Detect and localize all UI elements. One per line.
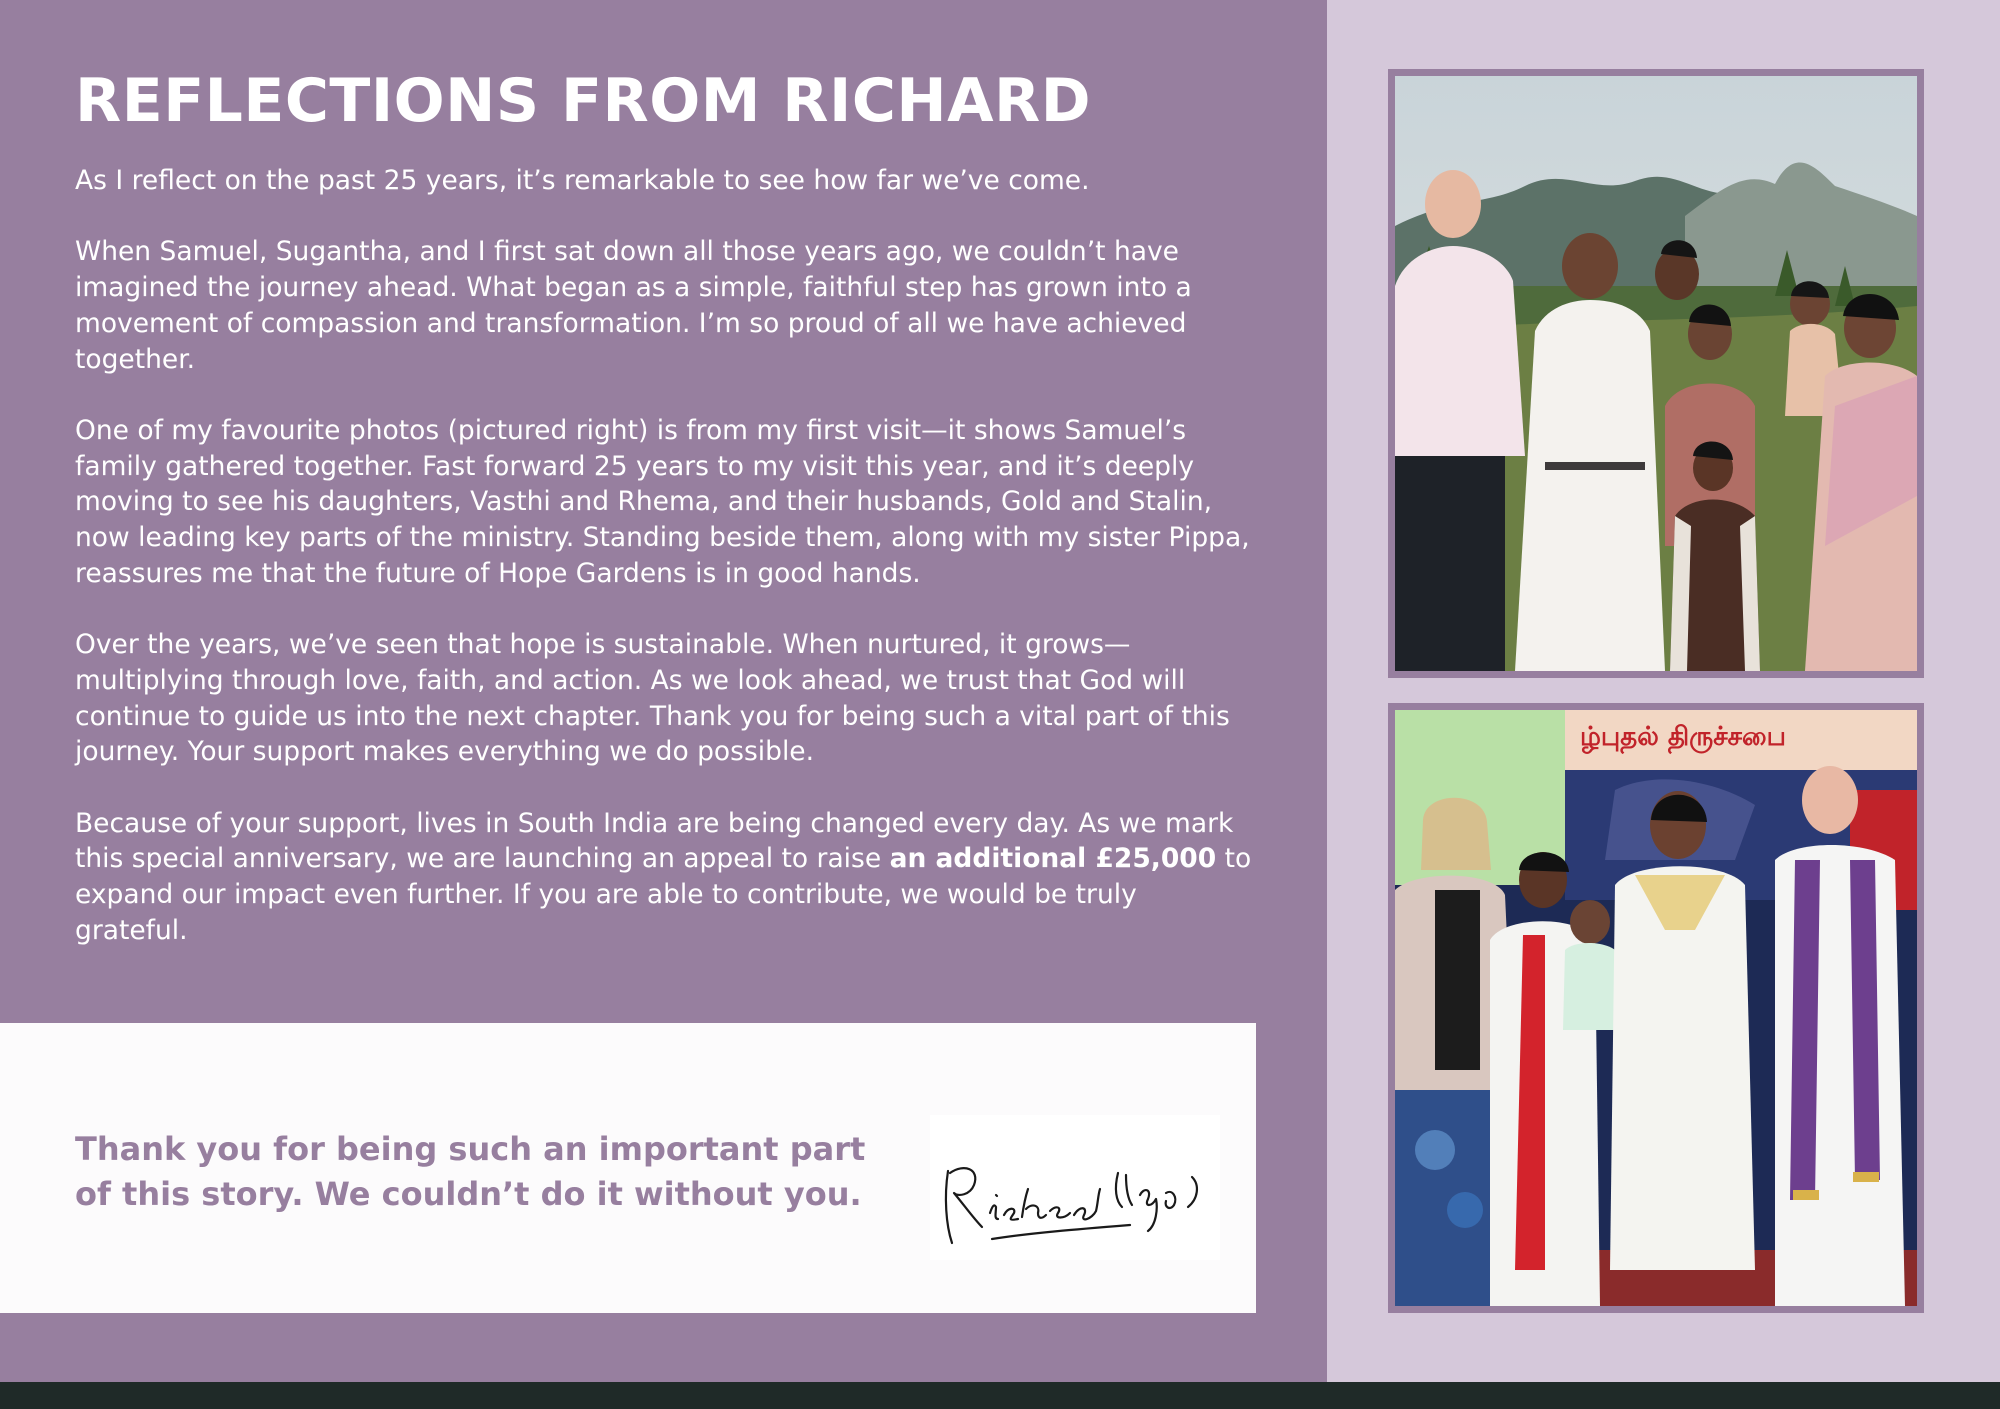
footer-bar [0, 1382, 2000, 1409]
thank-you-message [75, 1127, 935, 1217]
page-title: REFLECTIONS FROM RICHARD [75, 66, 1092, 136]
appeal-text-before: Because of your support, lives in South India are being changed every day. As we mark this special anniversary, we are launching an appeal to raise [75, 807, 1234, 875]
appeal-amount: an additional £25,000 [889, 843, 1217, 875]
signature-image [930, 1115, 1220, 1260]
family-photo-icon [1395, 76, 1917, 671]
paragraph-intro: As I reflect on the past 25 years, it’s remarkable to see how far we’ve come. [75, 165, 1090, 196]
paragraph-favourite-photo: One of my favourite photos (pictured right) is from my first visit—it shows Samuel’s family gathered together. Fast forward 25 years to my visit this year, and it’s deeply moving to see his daughters, Vasthi and Rhema, and their husbands, Gold and Stalin, now leading key parts of the ministry. Standing beside them, along with my sister Pippa, reassures me that the future of Hope Gardens is in good hands. [75, 414, 1250, 589]
photo-church-group [1388, 703, 1924, 1313]
paragraph-beginning: When Samuel, Sugantha, and I first sat down all those years ago, we couldn’t have imagined the journey ahead. What began as a simple, faithful step has grown into a movement of compassion and transformation. I’m so proud of all we have achieved together. [75, 236, 1192, 375]
appeal-text-after: to expand our impact even further. If you are able to contribute, we would be truly grateful. [75, 843, 1252, 946]
church-banner-text: ழ்புதல் திருச்சபை [1580, 722, 1786, 752]
photo-family-first-visit [1388, 69, 1924, 678]
paragraph-appeal [75, 806, 1255, 949]
reflection-body [75, 163, 1255, 948]
paragraph-hope: Over the years, we’ve seen that hope is sustainable. When nurtured, it grows—multiplying through love, faith, and action. As we look ahead, we trust that God will continue to guide us into the next chapter. Thank you for being such a vital part of this journey. Your support makes everything we do possible. [75, 629, 1230, 768]
church-group-photo-icon [1395, 710, 1917, 1306]
thank-you-line-1: Thank you for being such an important part [75, 1130, 866, 1168]
thank-you-line-2: of this story. We couldn’t do it without you. [75, 1175, 862, 1213]
